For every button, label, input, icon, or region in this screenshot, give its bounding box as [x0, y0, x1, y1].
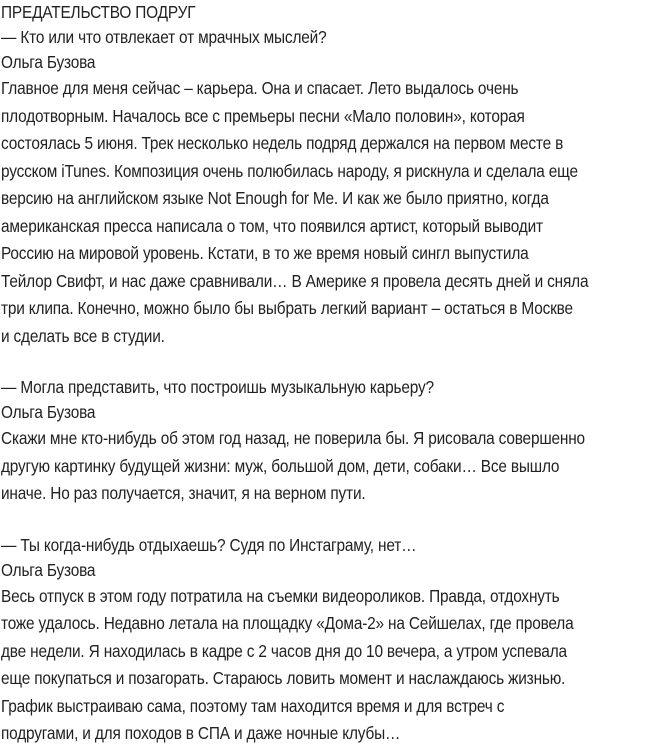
question: — Кто или что отвлекает от мрачных мыслей? — [1, 27, 327, 47]
answer-line: две недели. Я находилась в кадре с 2 часов дня до 10 вечера, а утром успевала — [1, 640, 567, 661]
interview-sections — [1, 25, 670, 748]
speaker-name: Ольга Бузова — [1, 559, 96, 580]
answer-line: версию на английском языке Not Enough for Me. И как же было приятно, когда — [1, 188, 549, 208]
speaker-name: Ольга Бузова — [1, 52, 96, 72]
answer-line: американская пресса написала о том, что появился артист, который выводит — [1, 215, 543, 236]
answer-line: подругами, и для походов в СПА и даже ночные клубы… — [1, 723, 401, 743]
answer-line: Весь отпуск в этом году потратила на съемки видеороликов. Правда, отдохнуть — [1, 585, 560, 606]
answer-line: и сделать все в студии. — [1, 325, 165, 346]
answer-line: иначе. Но раз получается, значит, я на верном пути. — [1, 483, 366, 503]
answer-line: русском iTunes. Композиция очень полюбилась народу, я рискнула и сделала еще — [1, 160, 578, 181]
interview-section — [1, 533, 670, 748]
answer-line: состоялась 5 июня. Трек несколько недель подряд держался на первом месте в — [1, 133, 564, 153]
article-title: ПРЕДАТЕЛЬСТВО ПОДРУГ — [1, 2, 196, 22]
speaker-name: Ольга Бузова — [1, 402, 96, 422]
interview-section — [1, 375, 670, 508]
answer-line: еще покупаться и позагорать. Стараюсь ловить момент и наслаждаюсь жизнью. — [1, 668, 566, 688]
answer-line: плодотворным. Началось все с премьеры песни «Мало половин», которая — [1, 105, 525, 126]
answer-line: другую картинку будущей жизни: муж, большой дом, дети, собаки… Все вышло — [1, 455, 560, 476]
question: — Ты когда-нибудь отдыхаешь? Судя по Инстаграму, нет… — [1, 534, 417, 555]
question: — Могла представить, что построишь музыкальную карьеру? — [1, 377, 434, 397]
interview-section — [1, 25, 670, 350]
answer-paragraph — [1, 425, 670, 508]
answer-line: Главное для меня сейчас – карьера. Она и спасает. Лето выдалось очень — [1, 78, 519, 98]
answer-line: тоже удалось. Недавно летала на площадку «Дома-2» на Сейшелах, где провела — [1, 613, 574, 633]
answer-paragraph — [1, 583, 670, 748]
answer-line: График выстраиваю сама, поэтому там находится время и для встреч с — [1, 695, 505, 716]
paragraph-gap — [1, 350, 670, 375]
answer-line: Скажи мне кто-нибудь об этом год назад, не поверила бы. Я рисовала совершенно — [1, 428, 585, 448]
answer-paragraph — [1, 75, 670, 350]
answer-line: Тейлор Свифт, и нас даже сравнивали… В Америке я провела десять дней и сняла — [1, 270, 589, 291]
answer-line: три клипа. Конечно, можно было бы выбрать легкий вариант – остаться в Москве — [1, 298, 573, 318]
answer-line: Россию на мировой уровень. Кстати, в то же время новый сингл выпустила — [1, 243, 529, 263]
paragraph-gap — [1, 508, 670, 533]
